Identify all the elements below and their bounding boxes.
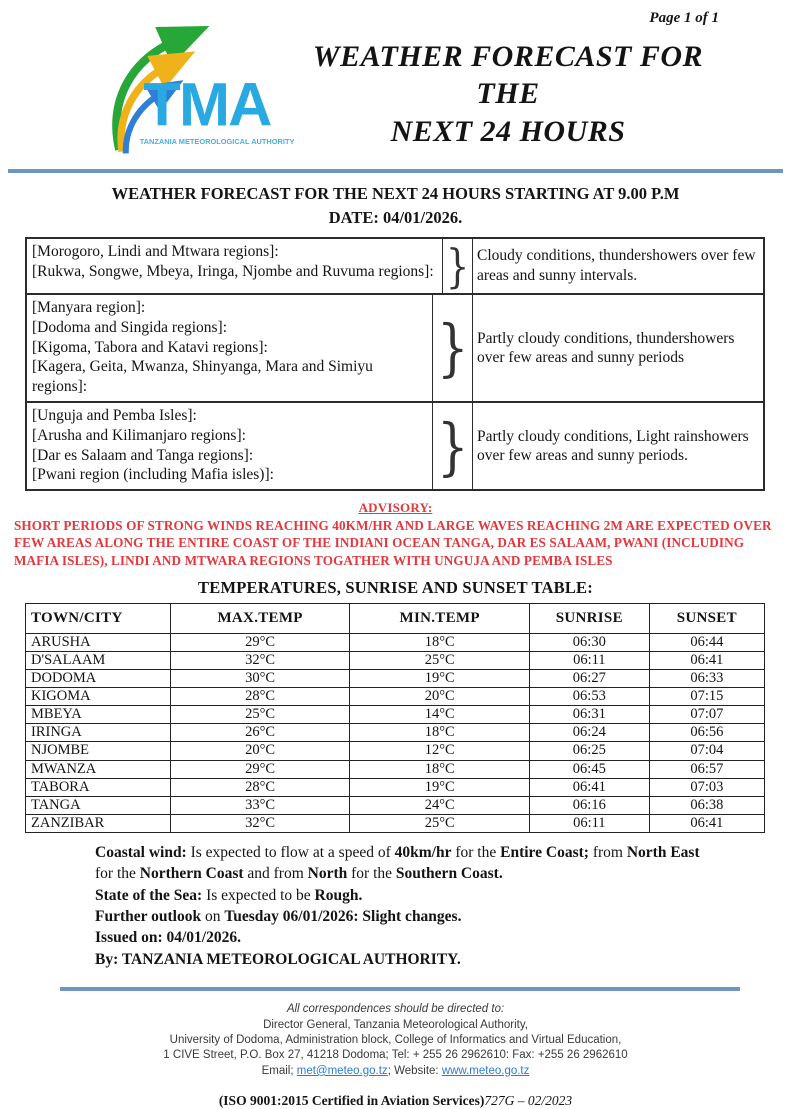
col-header-town: TOWN/CITY [26, 603, 171, 633]
mintemp-cell: 20°C [350, 688, 530, 706]
brace-icon: } [442, 239, 472, 293]
maxtemp-cell: 32°C [170, 651, 350, 669]
sunrise-cell: 06:25 [529, 742, 649, 760]
table-row [26, 651, 765, 669]
sunset-cell: 06:44 [649, 633, 764, 651]
table-row [26, 742, 765, 760]
maxtemp-cell: 20°C [170, 742, 350, 760]
col-header-sunrise: SUNRISE [529, 603, 649, 633]
page-title [281, 38, 721, 151]
maxtemp-cell: 28°C [170, 688, 350, 706]
sunrise-cell: 06:41 [529, 778, 649, 796]
text-segment: Coastal wind: [95, 843, 187, 861]
town-cell: TANGA [26, 796, 171, 814]
mintemp-cell: 25°C [350, 651, 530, 669]
further-outlook-note [95, 906, 721, 927]
town-cell: DODOMA [26, 669, 171, 687]
temp-table-title: TEMPERATURES, SUNRISE AND SUNSET TABLE: [198, 577, 593, 597]
maxtemp-cell: 25°C [170, 706, 350, 724]
text-segment: Is expected to flow at a speed of [186, 843, 395, 861]
subtitle-line2: DATE: 04/01/2026. [328, 207, 463, 227]
forecast-table [25, 237, 765, 491]
footer-address2: 1 CIVE Street, P.O. Box 27, 41218 Dodoma; Tel: + 255 26 2962610: Fax: +255 26 2962610 [163, 1049, 628, 1062]
forecast-condition: Cloudy conditions, thundershowers over few areas and sunny intervals. [472, 239, 763, 293]
advisory-heading: ADVISORY: [358, 500, 433, 516]
text-segment: Southern Coast. [395, 865, 503, 883]
sunrise-cell: 06:27 [529, 669, 649, 687]
website-link[interactable]: www.meteo.go.tz [441, 1064, 530, 1077]
table-row [26, 633, 765, 651]
mintemp-cell: 18°C [350, 724, 530, 742]
forecast-row [27, 293, 763, 401]
text-segment: Email; [261, 1064, 297, 1077]
text-segment: Tuesday 06/01/2026: Slight changes. [224, 908, 462, 926]
page-indicator: Page 1 of 1 [649, 10, 719, 26]
region-line: [Unguja and Pemba Isles]: [32, 406, 197, 424]
forecast-subtitle [0, 182, 791, 230]
town-cell: D'SALAAM [26, 651, 171, 669]
footer-contacts [0, 1064, 791, 1079]
sunset-cell: 07:04 [649, 742, 764, 760]
text-segment: Issued on: 04/01/2026. [95, 929, 241, 947]
table-row [26, 669, 765, 687]
text-segment: and from [243, 865, 308, 883]
tma-logo-graphic [95, 29, 295, 159]
table-row [26, 814, 765, 832]
sunset-cell: 06:41 [649, 651, 764, 669]
sea-state-note [95, 885, 721, 906]
text-segment: North East [626, 843, 700, 861]
logo-acronym: TMA [143, 70, 271, 139]
maxtemp-cell: 33°C [170, 796, 350, 814]
mintemp-cell: 18°C [350, 760, 530, 778]
text-segment: for the [95, 865, 140, 883]
maxtemp-cell: 30°C [170, 669, 350, 687]
footer [0, 1002, 791, 1079]
maxtemp-cell: 26°C [170, 724, 350, 742]
iso-certification-line [0, 1093, 791, 1109]
issued-by-note [95, 949, 721, 970]
text-segment: 727G – 02/2023 [484, 1093, 573, 1109]
mintemp-cell: 24°C [350, 796, 530, 814]
footer-correspondence-note: All correspondences should be directed to: [286, 1003, 505, 1016]
coastal-wind-note [95, 842, 721, 885]
text-segment: 40km/hr [394, 843, 452, 861]
text-segment: Northern Coast [139, 865, 244, 883]
region-line: [Dar es Salaam and Tanga regions]: [32, 446, 254, 464]
table-row [26, 724, 765, 742]
maxtemp-cell: 32°C [170, 814, 350, 832]
forecast-row [27, 401, 763, 489]
sunset-cell: 06:56 [649, 724, 764, 742]
text-segment: North [307, 865, 348, 883]
text-segment: Is expected to be [202, 886, 315, 904]
region-line: [Dodoma and Singida regions]: [32, 318, 228, 336]
advisory-body: SHORT PERIODS OF STRONG WINDS REACHING 40KM/HR AND LARGE WAVES REACHING 2M ARE EXPECTED OVER FEW AREAS ALONG THE ENTIRE COAST OF THE INDIANI OCEAN TANGA, DAR ES SALAAM, PWANI (INCLUDING MAFIA ISLES), LINDI AND MTWARA REGIONS TOGATHER WITH UNGUJA AND PEMBA ISLES [14, 518, 772, 568]
mintemp-cell: 14°C [350, 706, 530, 724]
text-segment: Further outlook [95, 908, 202, 926]
sunrise-cell: 06:11 [529, 651, 649, 669]
text-segment: for the [451, 843, 501, 861]
region-line: [Morogoro, Lindi and Mtwara regions]: [32, 242, 279, 260]
town-cell: MWANZA [26, 760, 171, 778]
forecast-regions [27, 403, 432, 489]
sunset-cell: 06:57 [649, 760, 764, 778]
forecast-row [27, 239, 763, 293]
table-row [26, 688, 765, 706]
header-divider [8, 169, 783, 173]
mintemp-cell: 19°C [350, 778, 530, 796]
forecast-condition: Partly cloudy conditions, Light rainshowers over few areas and sunny periods. [472, 403, 763, 489]
text-segment: By: TANZANIA METEOROLOGICAL AUTHORITY. [95, 950, 461, 968]
text-segment: Rough. [314, 886, 363, 904]
table-row [26, 760, 765, 778]
maxtemp-cell: 29°C [170, 760, 350, 778]
tma-logo [95, 29, 295, 159]
col-header-mintemp: MIN.TEMP [350, 603, 530, 633]
forecast-regions [27, 295, 432, 401]
footer-address1: University of Dodoma, Administration block, College of Informatics and Virtual Education, [169, 1034, 622, 1047]
sunset-cell: 07:07 [649, 706, 764, 724]
page-title-line1: WEATHER FORECAST FOR THE [312, 39, 704, 111]
region-line: [Kagera, Geita, Mwanza, Shinyanga, Mara and Simiyu regions]: [32, 358, 373, 396]
temperature-table [25, 603, 765, 833]
town-cell: MBEYA [26, 706, 171, 724]
document-header [0, 27, 791, 159]
sunset-cell: 06:33 [649, 669, 764, 687]
town-cell: ZANZIBAR [26, 814, 171, 832]
maxtemp-cell: 29°C [170, 633, 350, 651]
brace-icon: } [432, 295, 472, 401]
forecast-regions [27, 239, 442, 293]
text-segment: State of the Sea: [95, 886, 203, 904]
mintemp-cell: 18°C [350, 633, 530, 651]
town-cell: TABORA [26, 778, 171, 796]
town-cell: IRINGA [26, 724, 171, 742]
brace-icon: } [432, 403, 472, 489]
text-segment: for the [347, 865, 396, 883]
logo-org-name: TANZANIA METEOROLOGICAL AUTHORITY [139, 137, 295, 147]
text-segment: on [201, 908, 225, 926]
forecast-condition: Partly cloudy conditions, thundershowers over few areas and sunny periods [472, 295, 763, 401]
text-segment: Entire Coast; [500, 843, 589, 861]
mintemp-cell: 25°C [350, 814, 530, 832]
footer-director: Director General, Tanzania Meteorological Authority, [263, 1018, 528, 1031]
region-line: [Pwani region (including Mafia isles)]: [32, 466, 274, 484]
sunrise-cell: 06:16 [529, 796, 649, 814]
issued-on-note [95, 927, 721, 948]
region-line: [Kigoma, Tabora and Katavi regions]: [32, 338, 268, 356]
col-header-maxtemp: MAX.TEMP [170, 603, 350, 633]
region-line: [Arusha and Kilimanjaro regions]: [32, 426, 246, 444]
town-cell: NJOMBE [26, 742, 171, 760]
sunset-cell: 07:03 [649, 778, 764, 796]
table-header-row [26, 603, 765, 633]
footer-divider [60, 987, 740, 991]
maxtemp-cell: 28°C [170, 778, 350, 796]
town-cell: ARUSHA [26, 633, 171, 651]
region-line: [Manyara region]: [32, 298, 146, 316]
col-header-sunset: SUNSET [649, 603, 764, 633]
sunset-cell: 06:38 [649, 796, 764, 814]
sunrise-cell: 06:11 [529, 814, 649, 832]
page-title-line2: NEXT 24 HOURS [390, 114, 626, 148]
sunrise-cell: 06:45 [529, 760, 649, 778]
notes-section [95, 842, 721, 970]
table-row [26, 778, 765, 796]
sunrise-cell: 06:30 [529, 633, 649, 651]
table-row [26, 706, 765, 724]
text-segment: (ISO 9001:2015 Certified in Aviation Services) [218, 1093, 485, 1109]
sunrise-cell: 06:31 [529, 706, 649, 724]
mintemp-cell: 19°C [350, 669, 530, 687]
town-cell: KIGOMA [26, 688, 171, 706]
region-line: [Rukwa, Songwe, Mbeya, Iringa, Njombe and Ruvuma regions]: [32, 262, 434, 280]
sunrise-cell: 06:53 [529, 688, 649, 706]
text-segment: ; Website: [387, 1064, 442, 1077]
sunrise-cell: 06:24 [529, 724, 649, 742]
sunset-cell: 07:15 [649, 688, 764, 706]
table-row [26, 796, 765, 814]
text-segment: from [588, 843, 627, 861]
email-link[interactable]: met@meteo.go.tz [296, 1064, 388, 1077]
subtitle-line1: WEATHER FORECAST FOR THE NEXT 24 HOURS STARTING AT 9.00 P.M [111, 184, 680, 203]
mintemp-cell: 12°C [350, 742, 530, 760]
sunset-cell: 06:41 [649, 814, 764, 832]
